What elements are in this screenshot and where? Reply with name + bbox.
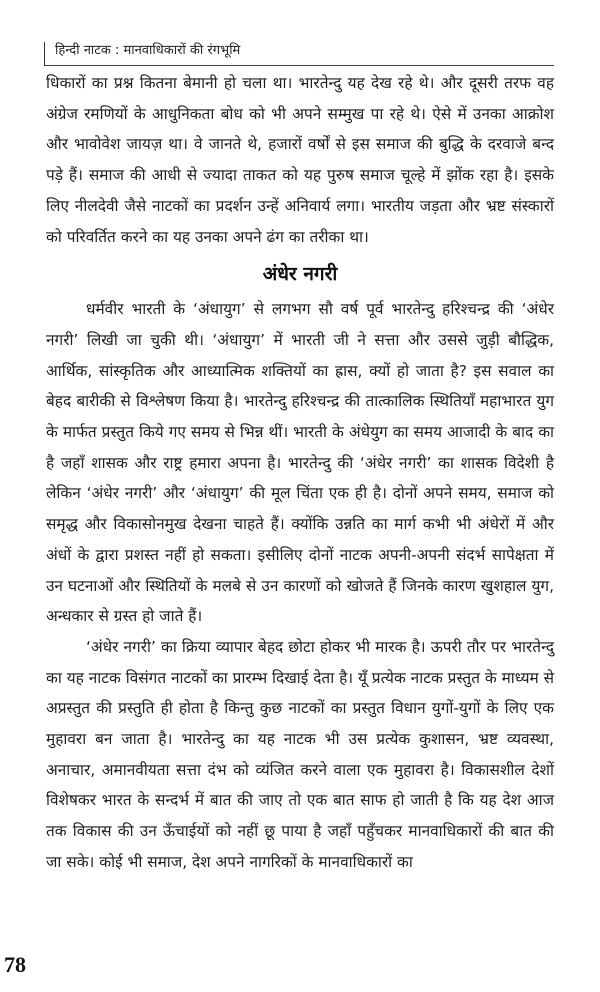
body-text [46,68,554,878]
paragraph-2: ‘अंधेर नगरी’ का क्रिया व्यापार बेहद छोटा होकर भी मारक है। ऊपरी तौर पर भारतेन्दु का यह नाटक विसंगत नाटकों का प्रारम्भ दिखाई देता है। यूँ प्रत्येक नाटक प्रस्तुत के माध्यम से अप्रस्तुत की प्रस्तुति ही होता है किन्तु कुछ नाटकों का प्रस्तुत विधान युगों-युगों के लिए एक मुहावरा बन जाता है। भारतेन्दु का यह नाटक भी उस प्रत्येक कुशासन, भ्रष्ट व्यवस्था, अनाचार, अमानवीयता सत्ता दंभ को व्यंजित करने वाला एक मुहावरा है। विकासशील देशों विशेषकर भारत के सन्दर्भ में बात की जाए तो एक बात साफ हो जाती है कि यह देश आज तक विकास की उन ऊँचाईयों को नहीं छू पाया है जहाँ पहुँचकर मानवाधिकारों की बात की जा सके। कोई भी समाज, देश अपने नागरिकों के मानवाधिकारों का [46,637,554,871]
running-header-title: हिन्दी नाटक : मानवाधिकारों की रंगभूमि [55,43,241,58]
page-number: 78 [4,952,26,977]
running-header [44,42,554,66]
intro-paragraph: धिकारों का प्रश्न कितना बेमानी हो चला था। भारतेन्दु यह देख रहे थे। और दूसरी तरफ वह अंग्रेज रमणियों के आधुनिकता बोध को भी अपने सम्मुख पा रहे थे। ऐसे में उनका आक्रोश और भावोवेश जायज़ था। वे जानते थे, हजारों वर्षों से इस समाज की बुद्धि के दरवाजे बन्द पड़े हैं। समाज की आधी से ज्यादा ताकत को यह पुरुष समाज चूल्हे में झोंक रहा है। इसके लिए नीलदेवी जैसे नाटकों का प्रदर्शन उन्हें अनिवार्य लगा। भारतीय जड़ता और भ्रष्ट संस्कारों को परिवर्तित करने का यह उनका अपने ढंग का तरीका था। [46,74,554,246]
paragraph-1: धर्मवीर भारती के ‘अंधायुग’ से लगभग सौ वर्ष पूर्व भारतेन्दु हरिश्चन्द्र की ‘अंधेर नगरी’ लिखी जा चुकी थी। ‘अंधायुग’ में भारती जी ने सत्ता और उससे जुड़ी बौद्धिक, आर्थिक, सांस्कृतिक और आध्यात्मिक शक्तियों का ह्रास, क्यों हो जाता है? इस सवाल का बेहद बारीकी से विश्लेषण किया है। भारतेन्दु हरिश्चन्द्र की तात्कालिक स्थितियाँ महाभारत युग के मार्फत प्रस्तुत किये गए समय से भिन्न थीं। भारती के अंधेयुग का समय आजादी के बाद का है जहाँ शासक और राष्ट्र हमारा अपना है। भारतेन्दु की ‘अंधेर नगरी’ का शासक विदेशी है लेकिन ‘अंधेर नगरी’ और ‘अंधायुग’ की मूल चिंता एक ही है। दोनों अपने समय, समाज को समृद्ध और विकासोनमुख देखना चाहते हैं। क्योंकि उन्नति का मार्ग कभी भी अंधेरों में और अंधों के द्वारा प्रशस्त नहीं हो सकता। इसीलिए दोनों नाटक अपनी-अपनी संदर्भ सापेक्षता में उन घटनाओं और स्थितियों के मलबे से उन कारणों को खोजते हैं जिनके कारण खुशहाल युग, अन्धकार से ग्रस्त हो जाते हैं। [46,300,554,626]
section-heading: अंधेर नगरी [262,263,338,286]
